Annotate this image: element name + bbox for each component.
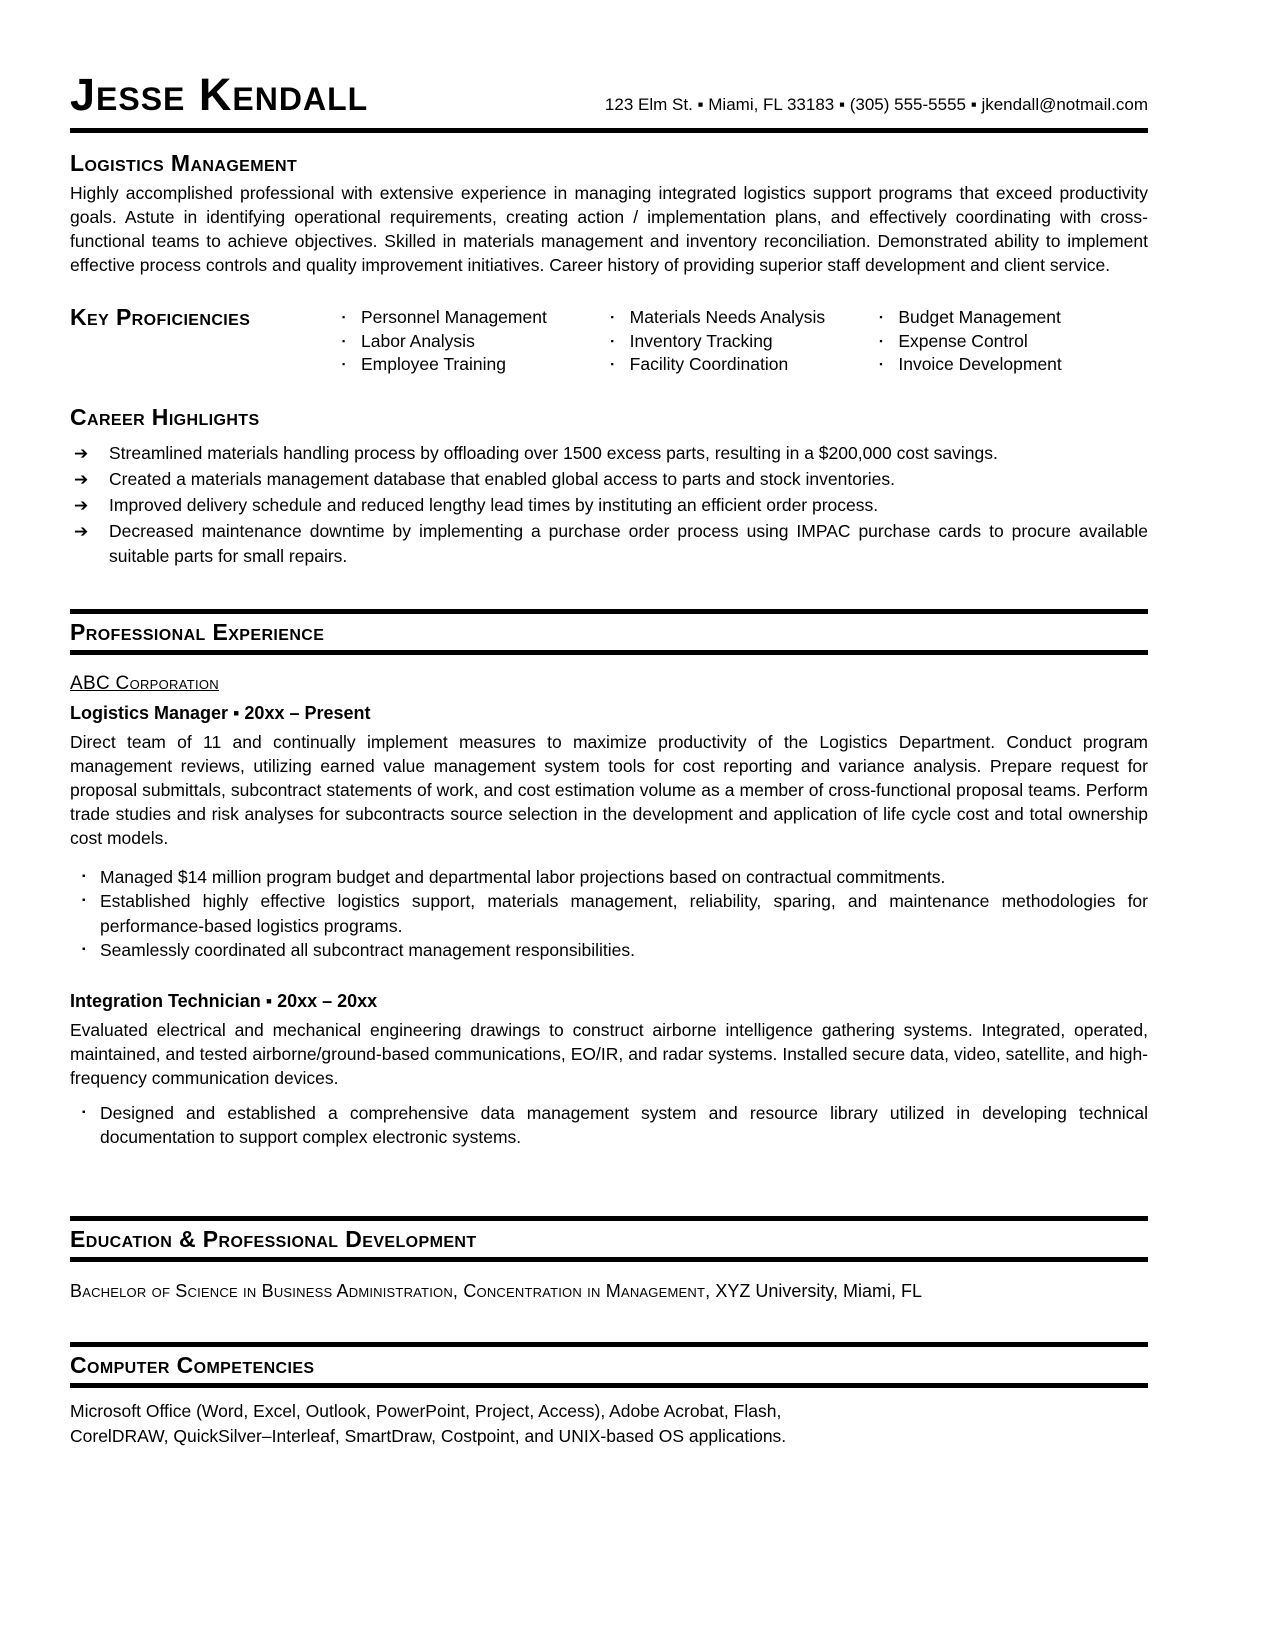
objective-text: Highly accomplished professional with extensive experience in managing integrated logistics support programs that exceed productivity goals. Astute in identifying operational requirements, creating action / implementation plans, and effectively coordinating with cross-functional teams to achieve objectives. Skilled in materials management and inventory reconciliation. Demonstrated ability to implement effective process controls and quality improvement initiatives. Career history of providing superior staff development and client service.	[70, 183, 1148, 275]
proficiency-item	[342, 306, 611, 330]
highlight-item	[70, 441, 1148, 466]
computer-heading-band	[70, 1342, 1148, 1388]
proficiency-label: Invoice Development	[898, 354, 1062, 374]
computer-skills-line: Microsoft Office (Word, Excel, Outlook, PowerPoint, Project, Access), Adobe Acrobat, Flash,	[70, 1400, 782, 1421]
section-proficiencies	[70, 304, 1148, 377]
header	[70, 69, 1148, 120]
candidate-name: Jesse Kendall	[70, 69, 369, 120]
bullet-text: Seamlessly coordinated all subcontract management responsibilities.	[100, 940, 635, 960]
bullet-icon: ▪	[879, 335, 883, 346]
role-title: Integration Technician ▪ 20xx – 20xx	[70, 990, 378, 1011]
proficiency-item	[342, 353, 611, 377]
section-bar	[70, 1216, 1148, 1221]
bullet-icon: ▪	[879, 312, 883, 322]
experience-bullet	[70, 938, 1148, 963]
highlight-item	[70, 493, 1148, 518]
highlight-text: Streamlined materials handling process by offloading over 1500 excess parts, resulting in a $200,000 cost savings.	[109, 442, 998, 463]
highlight-text: Created a materials management database that enabled global access to parts and stock inventories.	[109, 468, 896, 489]
section-objective	[70, 150, 1148, 277]
section-experience	[70, 609, 1148, 1150]
bullet-text: Designed and established a comprehensive data management system and resource library utilized in developing technical documentation to support complex electronic systems.	[100, 1102, 1148, 1147]
bullet-icon: ▪	[82, 944, 86, 955]
experience-bullet	[70, 1101, 1148, 1150]
computer-skills	[70, 1399, 1148, 1449]
proficiency-item	[611, 353, 880, 377]
school-text: XYZ University, Miami, FL	[715, 1280, 923, 1301]
arrow-icon: ➔	[74, 495, 89, 515]
experience-bullet	[70, 865, 1148, 890]
role-title: Logistics Manager ▪ 20xx – Present	[70, 702, 371, 723]
computer-heading: Computer Competencies	[70, 1351, 315, 1378]
highlight-text: Improved delivery schedule and reduced lengthy lead times by instituting an efficient order process.	[109, 494, 879, 515]
section-bar	[70, 1257, 1148, 1262]
bullet-icon: ▪	[342, 335, 346, 346]
proficiency-label: Budget Management	[898, 307, 1061, 327]
bullet-icon: ▪	[879, 359, 883, 369]
bullet-icon: ▪	[82, 895, 86, 906]
role-integration-technician	[70, 989, 1148, 1150]
education-heading: Education & Professional Development	[70, 1225, 477, 1252]
proficiencies-column-3	[879, 306, 1148, 377]
proficiency-item	[879, 330, 1148, 354]
proficiency-item	[342, 330, 611, 354]
role-logistics-manager	[70, 701, 1148, 963]
proficiency-label: Personnel Management	[361, 307, 547, 327]
highlight-item	[70, 519, 1148, 569]
objective-heading: Logistics Management	[70, 150, 298, 176]
proficiency-label: Materials Needs Analysis	[629, 307, 826, 327]
section-bar	[70, 1342, 1148, 1347]
proficiency-label: Labor Analysis	[361, 330, 475, 351]
proficiency-item	[879, 353, 1148, 377]
header-divider	[70, 128, 1148, 133]
bullet-icon: ▪	[342, 359, 346, 369]
role-bullet-list	[70, 865, 1148, 963]
experience-bullet	[70, 889, 1148, 938]
degree-text: Bachelor of Science in Business Administration, Concentration in Management,	[70, 1280, 711, 1301]
section-education	[70, 1216, 1148, 1303]
section-bar	[70, 609, 1148, 614]
bullet-icon: ▪	[342, 312, 346, 322]
role-bullet-list	[70, 1101, 1148, 1150]
proficiency-item	[611, 306, 880, 330]
contact-info: 123 Elm St. ▪ Miami, FL 33183 ▪ (305) 555-5555 ▪ jkendall@notmail.com	[604, 95, 1148, 114]
role-summary: Evaluated electrical and mechanical engineering drawings to construct airborne intelligence gathering systems. Integrated, operated, maintained, and tested airborne/ground-based communications, EO/IR, and radar systems. Installed secure data, video, satellite, and high-frequency communication devices.	[70, 1019, 1148, 1088]
education-heading-band	[70, 1216, 1148, 1262]
bullet-icon: ▪	[610, 312, 614, 322]
arrow-icon: ➔	[74, 521, 89, 541]
highlight-text: Decreased maintenance downtime by implementing a purchase order process using IMPAC purchase cards to procure available suitable parts for small repairs.	[109, 520, 1148, 566]
section-bar	[70, 650, 1148, 655]
experience-heading: Professional Experience	[70, 618, 325, 645]
highlight-item	[70, 467, 1148, 492]
career-highlights-heading: Career Highlights	[70, 403, 260, 430]
proficiencies-column-2	[611, 306, 880, 377]
proficiencies-column-1	[342, 306, 611, 377]
bullet-text: Managed $14 million program budget and departmental labor projections based on contractual commitments.	[100, 866, 946, 887]
proficiency-item	[611, 330, 880, 354]
proficiency-label: Inventory Tracking	[629, 330, 773, 351]
proficiencies-heading: Key Proficiencies	[70, 304, 251, 330]
experience-heading-band	[70, 609, 1148, 655]
section-career-highlights	[70, 404, 1148, 569]
proficiency-item	[879, 306, 1148, 330]
proficiencies-columns	[342, 304, 1148, 377]
education-entry	[70, 1279, 1148, 1303]
bullet-icon: ▪	[82, 1106, 86, 1118]
proficiency-label: Employee Training	[361, 354, 506, 374]
role-summary: Direct team of 11 and continually implement measures to maximize productivity of the Logistics Department. Conduct program management reviews, utilizing earned value management system tools for cost reporting and variance analysis. Prepare request for proposal submittals, subcontract statements of work, and cost estimation volume as a member of cross-functional proposal teams. Perform trade studies and risk analyses for subcontracts source selection in the development and application of life cycle cost and total ownership cost models.	[70, 731, 1148, 848]
company-name: ABC Corporation	[70, 672, 219, 694]
bullet-icon: ▪	[610, 359, 614, 369]
arrow-icon: ➔	[74, 443, 89, 463]
computer-skills-line: CorelDRAW, QuickSilver–Interleaf, SmartDraw, Costpoint, and UNIX-based OS applications.	[70, 1425, 787, 1446]
career-highlights-list	[70, 441, 1148, 569]
proficiency-label: Facility Coordination	[629, 354, 789, 374]
section-bar	[70, 1383, 1148, 1388]
bullet-text: Established highly effective logistics support, materials management, reliability, sparing, and maintenance methodologies for performance-based logistics programs.	[100, 891, 1148, 936]
section-computer-competencies	[70, 1342, 1148, 1449]
proficiency-label: Expense Control	[898, 330, 1028, 351]
arrow-icon: ➔	[74, 469, 89, 489]
bullet-icon: ▪	[610, 335, 614, 346]
bullet-icon: ▪	[82, 870, 86, 882]
